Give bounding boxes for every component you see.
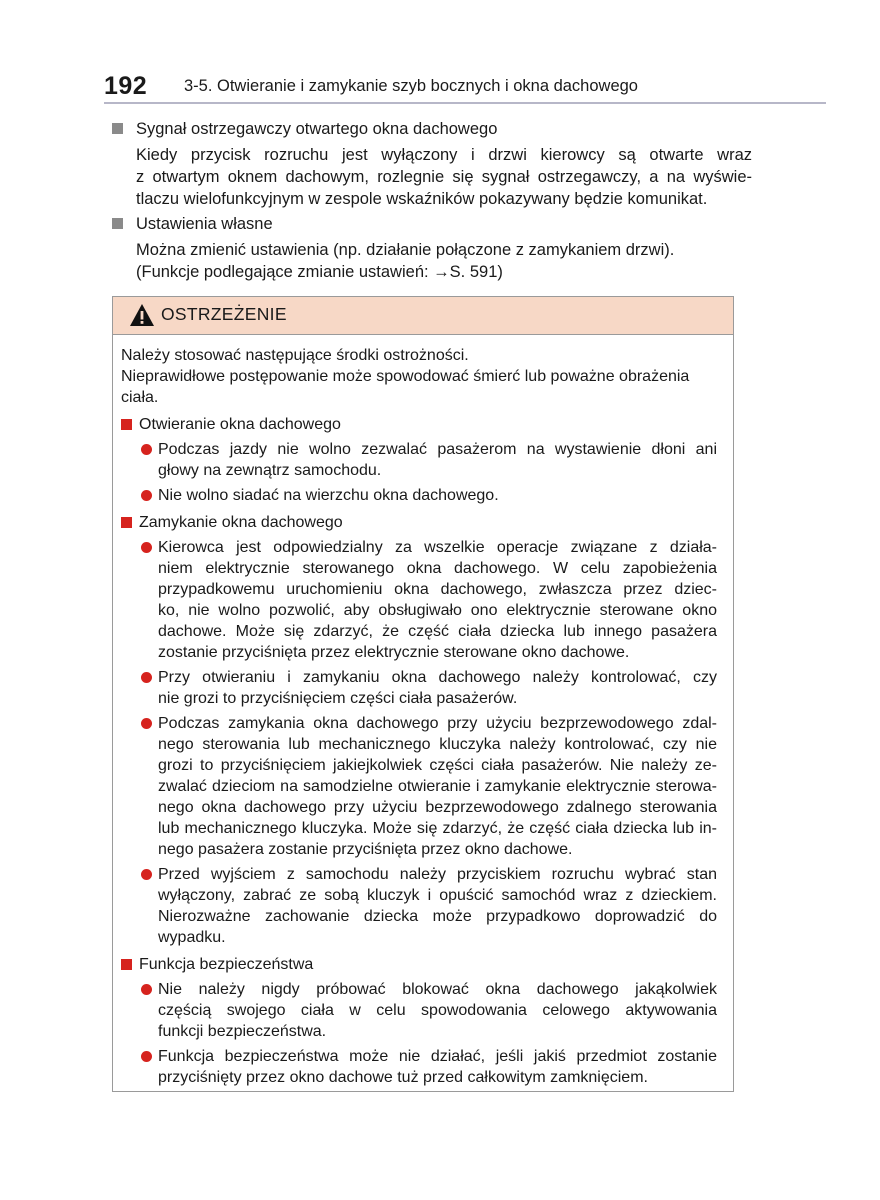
red-bullet-icon bbox=[141, 672, 152, 683]
warning-bullet-line: Nie należy nigdy próbować blokować okna dachowego jakąkolwiek bbox=[158, 981, 717, 998]
signal-notice-title: Sygnał ostrzegawczy otwartego okna dachowego bbox=[136, 120, 498, 138]
warning-bullet bbox=[121, 713, 717, 860]
red-bullet-icon bbox=[141, 444, 152, 455]
red-bullet-icon bbox=[141, 718, 152, 729]
warning-intro-line: Należy stosować następujące środki ostrożności. bbox=[121, 347, 469, 364]
warning-bullet-line: przyciśnięty przez okno dachowe tuż przed całkowitym zamknięciem. bbox=[158, 1069, 648, 1086]
warning-bullet-line: wyłączony, zabrać ze sobą kluczyk i opuścić samochód wraz z dzieckiem. bbox=[158, 887, 717, 904]
warning-bullet bbox=[121, 439, 717, 481]
red-bullet-icon bbox=[141, 984, 152, 995]
signal-notice-heading bbox=[112, 118, 752, 140]
warning-triangle-icon bbox=[129, 303, 155, 327]
warning-section-title: Otwieranie okna dachowego bbox=[139, 416, 341, 433]
warning-bullet-line: zwalać dzieciom na samodzielne otwieranie i zamykanie elektrycznie sterowa- bbox=[158, 778, 717, 795]
red-bullet-icon bbox=[141, 490, 152, 501]
signal-notice-line: z otwartym oknem dachowym, rozlegnie się sygnał ostrzegawczy, a na wyświe- bbox=[136, 168, 752, 186]
warning-header bbox=[113, 297, 733, 335]
signal-notice-body bbox=[112, 144, 752, 210]
settings-notice-heading bbox=[112, 213, 752, 235]
gray-square-marker-icon bbox=[112, 123, 123, 134]
warning-bullet-line: zostanie przyciśnięta przez elektrycznie sterowane okno dachowe. bbox=[158, 644, 630, 661]
red-square-marker-icon bbox=[121, 517, 132, 528]
warning-bullet-line: nie grozi to przyciśnięciem części ciała pasażerów. bbox=[158, 690, 518, 707]
warning-bullet bbox=[121, 485, 717, 506]
warning-section-heading bbox=[121, 954, 717, 975]
settings-notice bbox=[112, 213, 752, 283]
warning-bullet-line: nego pasażera zostanie przyciśnięta przez okno dachowe. bbox=[158, 841, 573, 858]
red-bullet-icon bbox=[141, 1051, 152, 1062]
warning-bullet-line: Podczas zamykania okna dachowego przy użyciu bezprzewodowego zdal- bbox=[158, 715, 717, 732]
warning-bullet-line: Kierowca jest odpowiedzialny za wszelkie operacje związane z działa- bbox=[158, 539, 717, 556]
warning-section-title: Funkcja bezpieczeństwa bbox=[139, 956, 314, 973]
warning-content bbox=[121, 345, 717, 1088]
warning-bullet-line: częścią swojego ciała w celu spowodowania celowego aktywowania bbox=[158, 1002, 717, 1019]
warning-bullet-line: niem elektrycznie sterowanego okna dachowego. W celu zapobieżenia bbox=[158, 560, 717, 577]
warning-title: OSTRZEŻENIE bbox=[161, 304, 287, 324]
red-bullet-icon bbox=[141, 542, 152, 553]
settings-notice-line: (Funkcje podlegające zmianie ustawień: →S. 591) bbox=[136, 263, 503, 281]
red-square-marker-icon bbox=[121, 419, 132, 430]
settings-notice-title: Ustawienia własne bbox=[136, 215, 273, 233]
warning-bullet-line: wypadku. bbox=[158, 929, 226, 946]
warning-section-heading bbox=[121, 512, 717, 533]
page-header bbox=[104, 70, 826, 104]
warning-section-heading bbox=[121, 414, 717, 435]
warning-bullet-line: głowy na zewnątrz samochodu. bbox=[158, 462, 382, 479]
warning-intro-line: Nieprawidłowe postępowanie może spowodować śmierć lub poważne obrażenia bbox=[121, 368, 690, 385]
warning-bullet-line: funkcji bezpieczeństwa. bbox=[158, 1023, 327, 1040]
gray-square-marker-icon bbox=[112, 218, 123, 229]
signal-notice-line: Kiedy przycisk rozruchu jest wyłączony i drzwi kierowcy są otwarte wraz bbox=[136, 146, 752, 164]
warning-bullet bbox=[121, 537, 717, 663]
warning-bullet-line: Przy otwieraniu i zamykaniu okna dachowego należy kontrolować, czy bbox=[158, 669, 717, 686]
warning-bullet bbox=[121, 667, 717, 709]
warning-bullet-line: lub mechanicznego kluczyka. Może się zdarzyć, że część ciała dziecka lub in- bbox=[158, 820, 717, 837]
warning-bullet bbox=[121, 864, 717, 948]
warning-bullet-line: Nierozważne zachowanie dziecka może przypadkowo doprowadzić do bbox=[158, 908, 717, 925]
warning-bullet-line: nego sterowania lub mechanicznego kluczyka należy kontrolować, czy nie bbox=[158, 736, 717, 753]
settings-notice-line: Można zmienić ustawienia (np. działanie połączone z zamykaniem drzwi). bbox=[136, 241, 675, 259]
warning-box bbox=[112, 296, 734, 1092]
section-title: 3-5. Otwieranie i zamykanie szyb bocznych i okna dachowego bbox=[184, 77, 638, 95]
warning-bullet-line: dachowe. Może się zdarzyć, że część ciała dziecka lub innego pasażera bbox=[158, 623, 717, 640]
red-bullet-icon bbox=[141, 869, 152, 880]
header-divider bbox=[104, 102, 826, 104]
warning-bullet-line: ko, nie wolno pozwolić, aby obsługiwało ono elektrycznie sterowane okno bbox=[158, 602, 717, 619]
warning-intro bbox=[121, 345, 717, 408]
signal-notice-line: tlaczu wielofunkcyjnym w zespole wskaźników pokazywany będzie komunikat. bbox=[136, 190, 708, 208]
red-square-marker-icon bbox=[121, 959, 132, 970]
warning-bullet bbox=[121, 979, 717, 1042]
page-number: 192 bbox=[104, 72, 148, 100]
warning-bullet bbox=[121, 1046, 717, 1088]
warning-bullet-line: grozi to przyciśnięciem jakiejkolwiek części ciała pasażerów. Nie należy ze- bbox=[158, 757, 717, 774]
warning-bullet-line: Nie wolno siadać na wierzchu okna dachowego. bbox=[158, 487, 499, 504]
warning-bullet-line: Przed wyjściem z samochodu należy przyciskiem rozruchu wybrać stan bbox=[158, 866, 717, 883]
warning-bullet-line: przypadkowemu uruchomieniu okna dachowego, zwłaszcza przez dziec- bbox=[158, 581, 717, 598]
warning-section-title: Zamykanie okna dachowego bbox=[139, 514, 343, 531]
signal-notice bbox=[112, 118, 752, 210]
warning-intro-line: ciała. bbox=[121, 389, 159, 406]
warning-bullet-line: Podczas jazdy nie wolno zezwalać pasażerom na wystawienie dłoni ani bbox=[158, 441, 717, 458]
warning-bullet-line: nego okna dachowego przy użyciu bezprzewodowego zdalnego sterowania bbox=[158, 799, 717, 816]
settings-notice-body bbox=[112, 239, 752, 283]
warning-bullet-line: Funkcja bezpieczeństwa może nie działać, jeśli jakiś przedmiot zostanie bbox=[158, 1048, 717, 1065]
